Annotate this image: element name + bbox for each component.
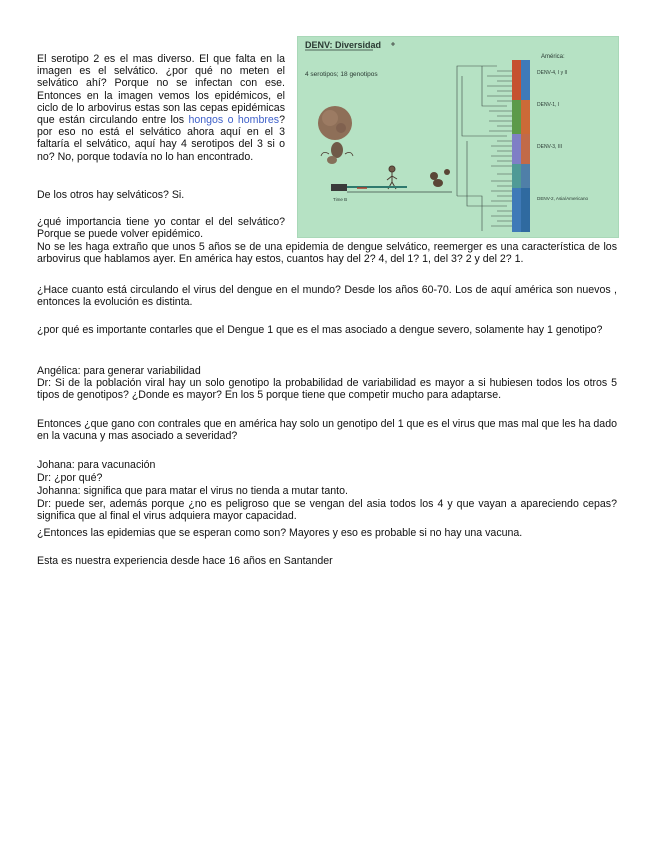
paragraph-text: ¿Entonces las epidemias que se esperan como son? Mayores y eso es probable si no hay una vacuna. — [37, 527, 523, 539]
figure-title: DENV: Diversidad — [305, 40, 382, 50]
paragraph-text: Johana: para vacunación — [37, 459, 156, 471]
label-denv2: DENV-2, Asia/Americano — [537, 196, 589, 201]
paragraph-importancia — [37, 216, 285, 240]
paragraph-johana — [37, 459, 617, 471]
genotype-bands — [512, 60, 530, 232]
paragraph-text: ¿por qué es importante contarles que el Dengue 1 que es el mas asociado a dengue severo, solamente hay 1 genotipo? — [37, 324, 603, 336]
paragraph-text: Angélica: para generar variabilidad — [37, 365, 201, 377]
paragraph-dengue1 — [37, 324, 617, 336]
paragraph-angelica — [37, 365, 617, 377]
timeline-scale-label: Time B — [333, 197, 348, 202]
paragraph-extrano — [37, 241, 617, 265]
globe-icon — [318, 106, 352, 140]
paragraph-poblacion — [37, 377, 617, 401]
paragraph-text: El serotipo 2 es el mas diverso. El que falta en la imagen es el selvático. ¿por qué no meten el selvático ahí? Porque no se infectan con ese. Entonces en la imagen vemos los epidémicos, el ciclo de lo arbovirus estas son las cepas epidémicas que están circulando entre los — [37, 53, 285, 127]
paragraph-dr-porque — [37, 472, 617, 484]
paragraph-selvaticos — [37, 189, 285, 201]
paragraph-text: Johanna: significa que para matar el virus no tienda a mutar tanto. — [37, 485, 348, 497]
figure-background — [297, 36, 619, 238]
label-denv1: DENV-1, I — [537, 102, 560, 108]
paragraph-experiencia — [37, 555, 617, 567]
label-denv3: DENV-3, III — [537, 144, 563, 150]
paragraph-text: Esta es nuestra experiencia desde hace 16 años en Santander — [37, 555, 333, 567]
paragraph-text-rest: ? por eso no está el selvático ahora aquí en el 3 faltaría el selvático, aquí hay 4 serotipos del 3 si o no? No, porque todavía no lo han encontrado. — [37, 114, 285, 163]
paragraph-johanna — [37, 485, 617, 497]
paragraph-circulando — [37, 284, 617, 308]
paragraph-text: Dr: Si de la población viral hay un solo genotipo la probabilidad de variabilidad es mayor a si hubiesen todos los otros 5 tipos de genotipos? ¿Donde es mayor? En los 5 porque tiene que competir mucho para adaptarse. — [37, 377, 617, 402]
paragraph-text: De los otros hay selváticos? Si. — [37, 189, 185, 201]
label-denv4: DENV-4, I y II — [537, 70, 568, 76]
hongos-hombres-link[interactable]: hongos o hombres — [188, 114, 280, 127]
paragraph-text: Entonces ¿que gano con contrales que en américa hay solo un genotipo del 1 que es el virus que mas mal que les ha dado en la vacuna y mas asociado a severidad? — [37, 418, 617, 443]
paragraph-contrales — [37, 418, 617, 442]
denv-diversity-figure — [297, 36, 619, 238]
paragraph-text: No se les haga extraño que unos 5 años se de una epidemia de dengue selvático, reemerger es una característica de los arbovirus que hablamos ayer. En américa hay estos, cuantos hay del 2? 4, del 1? 1, del 3? 2 y del 2? 1. — [37, 241, 617, 266]
denv-diversity-svg — [297, 36, 619, 238]
paragraph-text: ¿qué importancia tiene yo contar el del selvático? Porque se puede volver epidémico. — [37, 216, 285, 241]
figure-subtitle: 4 serotipos; 18 genotipos — [305, 71, 378, 78]
paragraph-dr-puede-ser — [37, 498, 617, 522]
paragraph-epidemias — [37, 527, 617, 539]
figure-region: América: — [541, 54, 565, 60]
paragraph-text: ¿Hace cuanto está circulando el virus del dengue en el mundo? Desde los años 60-70. Los de aquí américa son nuevos , entonces la evolución es distinta. — [37, 284, 617, 309]
paragraph-text: Dr: ¿por qué? — [37, 472, 103, 484]
paragraph-serotipo — [37, 53, 285, 163]
paragraph-text: Dr: puede ser, además porque ¿no es peligroso que se vengan del asia todos los 4 y que vayan a apareciendo cepas? significa que al final el virus adquiera mayor capacidad. — [37, 498, 617, 523]
